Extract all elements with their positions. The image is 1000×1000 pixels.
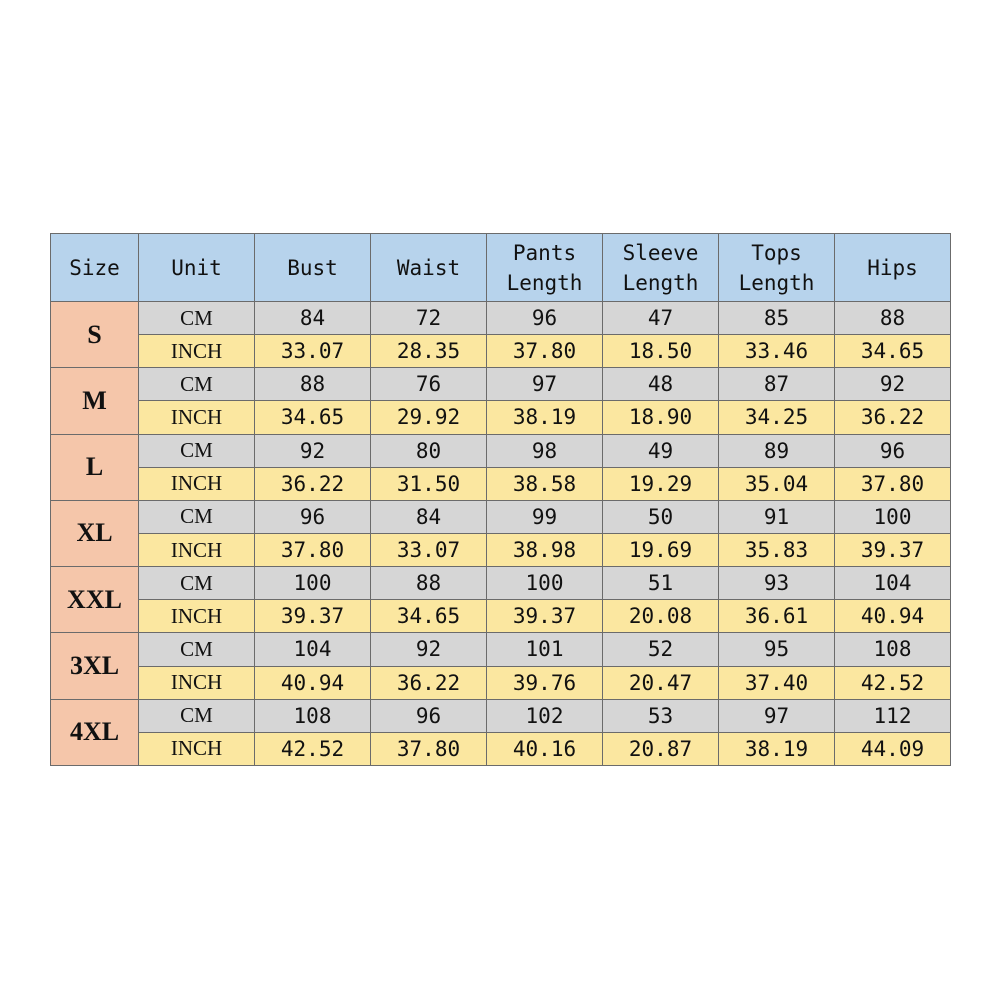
table-row xyxy=(51,666,951,699)
size-label: 4XL xyxy=(51,699,139,765)
header-label: Sleeve xyxy=(622,240,699,265)
measurement-cell: 49 xyxy=(603,434,719,467)
header-label: Tops xyxy=(751,240,802,265)
unit-cell: CM xyxy=(139,633,255,666)
measurement-cell: 44.09 xyxy=(835,732,951,765)
unit-cell: INCH xyxy=(139,335,255,368)
unit-cell: INCH xyxy=(139,732,255,765)
measurement-cell: 38.19 xyxy=(719,732,835,765)
measurement-cell: 39.37 xyxy=(255,600,371,633)
size-header xyxy=(51,234,139,302)
table-row xyxy=(51,633,951,666)
size-label: L xyxy=(51,434,139,500)
measurement-cell: 52 xyxy=(603,633,719,666)
unit-cell: INCH xyxy=(139,600,255,633)
unit-cell: CM xyxy=(139,434,255,467)
measurement-cell: 40.16 xyxy=(487,732,603,765)
unit-cell: CM xyxy=(139,368,255,401)
measurement-cell: 39.37 xyxy=(487,600,603,633)
measurement-cell: 76 xyxy=(371,368,487,401)
sleeve-length-header xyxy=(603,234,719,302)
table-row xyxy=(51,699,951,732)
header-label: Waist xyxy=(396,255,461,280)
measurement-cell: 19.69 xyxy=(603,533,719,566)
measurement-cell: 20.08 xyxy=(603,600,719,633)
measurement-cell: 34.65 xyxy=(371,600,487,633)
measurement-cell: 92 xyxy=(255,434,371,467)
size-chart-table xyxy=(50,233,951,766)
unit-cell: INCH xyxy=(139,533,255,566)
measurement-cell: 102 xyxy=(487,699,603,732)
table-row xyxy=(51,567,951,600)
measurement-cell: 19.29 xyxy=(603,467,719,500)
header-row xyxy=(51,234,951,302)
measurement-cell: 36.61 xyxy=(719,600,835,633)
measurement-cell: 84 xyxy=(371,500,487,533)
header-label: Unit xyxy=(171,255,222,280)
measurement-cell: 112 xyxy=(835,699,951,732)
header-label: Hips xyxy=(867,255,918,280)
table-row xyxy=(51,500,951,533)
measurement-cell: 47 xyxy=(603,302,719,335)
measurement-cell: 99 xyxy=(487,500,603,533)
measurement-cell: 96 xyxy=(487,302,603,335)
measurement-cell: 85 xyxy=(719,302,835,335)
unit-cell: CM xyxy=(139,567,255,600)
measurement-cell: 88 xyxy=(255,368,371,401)
measurement-cell: 36.22 xyxy=(835,401,951,434)
measurement-cell: 101 xyxy=(487,633,603,666)
measurement-cell: 92 xyxy=(835,368,951,401)
measurement-cell: 33.07 xyxy=(371,533,487,566)
unit-cell: CM xyxy=(139,699,255,732)
measurement-cell: 48 xyxy=(603,368,719,401)
measurement-cell: 50 xyxy=(603,500,719,533)
measurement-cell: 104 xyxy=(255,633,371,666)
unit-header xyxy=(139,234,255,302)
measurement-cell: 28.35 xyxy=(371,335,487,368)
size-label: S xyxy=(51,302,139,368)
measurement-cell: 87 xyxy=(719,368,835,401)
measurement-cell: 38.98 xyxy=(487,533,603,566)
table-row xyxy=(51,302,951,335)
measurement-cell: 37.80 xyxy=(371,732,487,765)
size-label: XL xyxy=(51,500,139,566)
measurement-cell: 34.65 xyxy=(255,401,371,434)
measurement-cell: 100 xyxy=(255,567,371,600)
measurement-cell: 89 xyxy=(719,434,835,467)
measurement-cell: 38.58 xyxy=(487,467,603,500)
pants-length-header xyxy=(487,234,603,302)
measurement-cell: 42.52 xyxy=(835,666,951,699)
measurement-cell: 37.40 xyxy=(719,666,835,699)
tops-length-header xyxy=(719,234,835,302)
measurement-cell: 20.87 xyxy=(603,732,719,765)
measurement-cell: 36.22 xyxy=(255,467,371,500)
measurement-cell: 36.22 xyxy=(371,666,487,699)
table-body xyxy=(51,302,951,766)
measurement-cell: 39.76 xyxy=(487,666,603,699)
measurement-cell: 53 xyxy=(603,699,719,732)
measurement-cell: 37.80 xyxy=(255,533,371,566)
measurement-cell: 37.80 xyxy=(487,335,603,368)
measurement-cell: 35.83 xyxy=(719,533,835,566)
measurement-cell: 92 xyxy=(371,633,487,666)
measurement-cell: 34.25 xyxy=(719,401,835,434)
table-row xyxy=(51,335,951,368)
measurement-cell: 18.90 xyxy=(603,401,719,434)
unit-cell: CM xyxy=(139,302,255,335)
header-label: Bust xyxy=(287,255,338,280)
measurement-cell: 95 xyxy=(719,633,835,666)
measurement-cell: 39.37 xyxy=(835,533,951,566)
table-row xyxy=(51,732,951,765)
table-row xyxy=(51,533,951,566)
header-label: Pants xyxy=(512,240,577,265)
measurement-cell: 72 xyxy=(371,302,487,335)
header-label: Length xyxy=(622,270,699,295)
measurement-cell: 100 xyxy=(835,500,951,533)
measurement-cell: 37.80 xyxy=(835,467,951,500)
measurement-cell: 33.07 xyxy=(255,335,371,368)
measurement-cell: 20.47 xyxy=(603,666,719,699)
measurement-cell: 108 xyxy=(255,699,371,732)
table-row xyxy=(51,401,951,434)
measurement-cell: 98 xyxy=(487,434,603,467)
size-label: M xyxy=(51,368,139,434)
measurement-cell: 42.52 xyxy=(255,732,371,765)
measurement-cell: 51 xyxy=(603,567,719,600)
waist-header xyxy=(371,234,487,302)
table-row xyxy=(51,368,951,401)
measurement-cell: 93 xyxy=(719,567,835,600)
size-chart xyxy=(50,233,950,766)
measurement-cell: 84 xyxy=(255,302,371,335)
measurement-cell: 34.65 xyxy=(835,335,951,368)
measurement-cell: 33.46 xyxy=(719,335,835,368)
measurement-cell: 96 xyxy=(255,500,371,533)
measurement-cell: 96 xyxy=(371,699,487,732)
unit-cell: INCH xyxy=(139,401,255,434)
unit-cell: CM xyxy=(139,500,255,533)
hips-header xyxy=(835,234,951,302)
table-row xyxy=(51,467,951,500)
measurement-cell: 88 xyxy=(371,567,487,600)
measurement-cell: 40.94 xyxy=(835,600,951,633)
bust-header xyxy=(255,234,371,302)
measurement-cell: 97 xyxy=(719,699,835,732)
measurement-cell: 31.50 xyxy=(371,467,487,500)
unit-cell: INCH xyxy=(139,467,255,500)
measurement-cell: 91 xyxy=(719,500,835,533)
measurement-cell: 18.50 xyxy=(603,335,719,368)
measurement-cell: 80 xyxy=(371,434,487,467)
header-label: Length xyxy=(738,270,815,295)
measurement-cell: 40.94 xyxy=(255,666,371,699)
measurement-cell: 38.19 xyxy=(487,401,603,434)
measurement-cell: 108 xyxy=(835,633,951,666)
measurement-cell: 96 xyxy=(835,434,951,467)
measurement-cell: 29.92 xyxy=(371,401,487,434)
table-row xyxy=(51,600,951,633)
unit-cell: INCH xyxy=(139,666,255,699)
measurement-cell: 100 xyxy=(487,567,603,600)
header-label: Size xyxy=(69,255,120,280)
header-label: Length xyxy=(506,270,583,295)
measurement-cell: 35.04 xyxy=(719,467,835,500)
measurement-cell: 97 xyxy=(487,368,603,401)
size-label: 3XL xyxy=(51,633,139,699)
measurement-cell: 104 xyxy=(835,567,951,600)
size-label: XXL xyxy=(51,567,139,633)
table-row xyxy=(51,434,951,467)
measurement-cell: 88 xyxy=(835,302,951,335)
